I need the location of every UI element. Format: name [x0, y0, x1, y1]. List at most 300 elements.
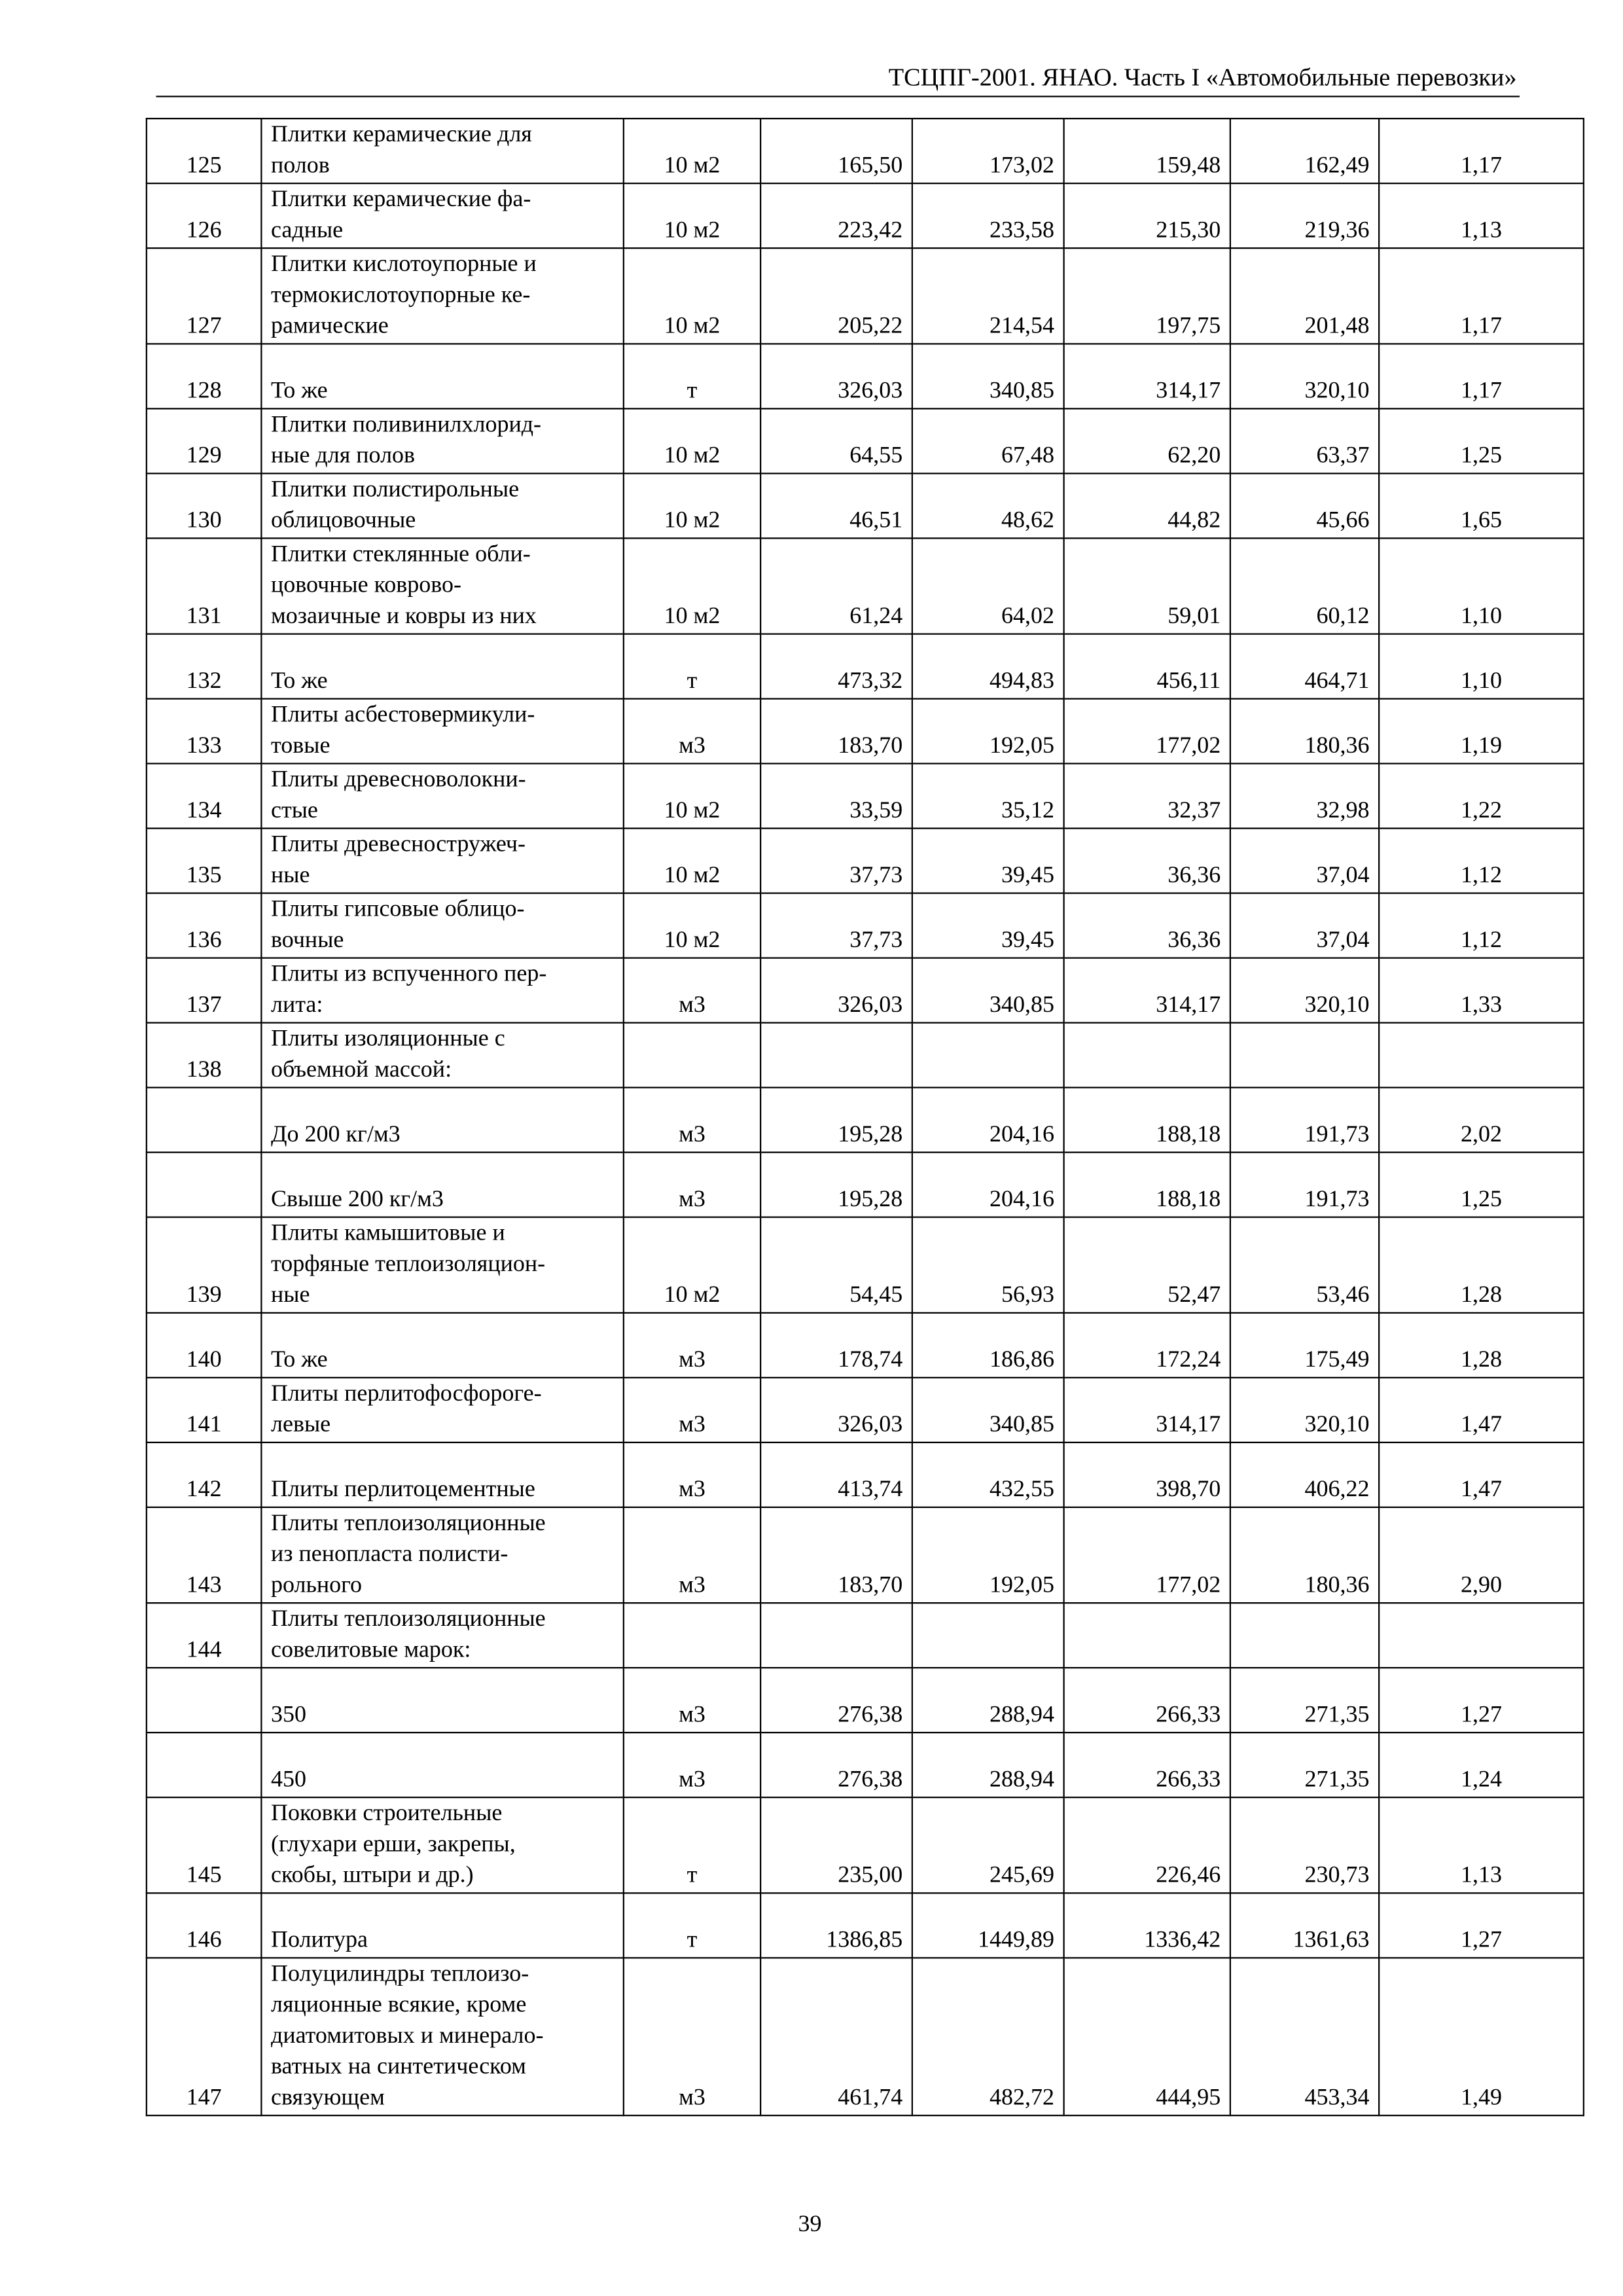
- row-number: 147: [147, 1958, 262, 2115]
- material-name-line: Политура: [271, 1928, 368, 1953]
- price-cell: [1064, 1603, 1230, 1668]
- price-cell: 432,55: [912, 1443, 1064, 1507]
- material-name-line: То же: [271, 378, 328, 404]
- material-name-line: лита:: [271, 992, 323, 1018]
- price-cell: 64,55: [760, 408, 912, 473]
- unit-of-measure: 10 м2: [624, 183, 760, 248]
- coefficient-cell: 1,24: [1379, 1732, 1584, 1797]
- table-row: [147, 1668, 1584, 1732]
- material-name-line: Плиты из вспученного пер-: [271, 961, 547, 987]
- table-row: [147, 1893, 1584, 1958]
- row-number: 135: [147, 829, 262, 893]
- price-cell: 473,32: [760, 634, 912, 699]
- material-name: [261, 1313, 624, 1378]
- material-name-line: ные для полов: [271, 443, 416, 469]
- material-name-line: совелитовые марок:: [271, 1638, 471, 1663]
- row-number: 128: [147, 344, 262, 408]
- price-cell: 52,47: [1064, 1217, 1230, 1313]
- unit-of-measure: [624, 1603, 760, 1668]
- price-cell: [760, 1023, 912, 1088]
- material-name-line: Плитки керамические для: [271, 122, 532, 147]
- row-number: 130: [147, 473, 262, 538]
- unit-of-measure: м3: [624, 1153, 760, 1217]
- coefficient-cell: 1,13: [1379, 1797, 1584, 1893]
- unit-of-measure: 10 м2: [624, 538, 760, 634]
- table-row: [147, 1023, 1584, 1088]
- unit-of-measure: м3: [624, 1958, 760, 2115]
- coefficient-cell: 1,49: [1379, 1958, 1584, 2115]
- price-cell: 266,33: [1064, 1668, 1230, 1732]
- material-name-line: [271, 345, 614, 376]
- material-name-line: левые: [271, 1412, 331, 1437]
- coefficient-cell: 1,12: [1379, 893, 1584, 958]
- price-cell: 215,30: [1064, 183, 1230, 248]
- price-cell: 288,94: [912, 1732, 1064, 1797]
- price-cell: 271,35: [1230, 1732, 1379, 1797]
- price-cell: 192,05: [912, 1507, 1064, 1603]
- row-number: 143: [147, 1507, 262, 1603]
- unit-of-measure: м3: [624, 699, 760, 764]
- price-cell: 61,24: [760, 538, 912, 634]
- price-cell: [1230, 1603, 1379, 1668]
- material-name-line: связующем: [271, 2085, 385, 2111]
- material-name-line: диатомитовых и минерало-: [271, 2023, 544, 2049]
- price-cell: 36,36: [1064, 829, 1230, 893]
- price-cell: 39,45: [912, 893, 1064, 958]
- price-cell: 180,36: [1230, 1507, 1379, 1603]
- material-name: [261, 1668, 624, 1732]
- price-cell: 204,16: [912, 1153, 1064, 1217]
- price-cell: 326,03: [760, 958, 912, 1023]
- price-cell: 183,70: [760, 1507, 912, 1603]
- material-name-line: [271, 1668, 614, 1699]
- price-cell: 314,17: [1064, 958, 1230, 1023]
- price-cell: 314,17: [1064, 1378, 1230, 1443]
- price-cell: 162,49: [1230, 118, 1379, 183]
- row-number: 144: [147, 1603, 262, 1668]
- price-cell: 233,58: [912, 183, 1064, 248]
- price-cell: 45,66: [1230, 473, 1379, 538]
- material-name-line: Плитки стеклянные обли-: [271, 542, 531, 567]
- price-cell: 165,50: [760, 118, 912, 183]
- material-name-line: [271, 1153, 614, 1184]
- row-number: [147, 1153, 262, 1217]
- price-cell: 195,28: [760, 1088, 912, 1153]
- price-cell: 32,37: [1064, 764, 1230, 829]
- coefficient-cell: 1,17: [1379, 118, 1584, 183]
- header-rule: [156, 96, 1520, 97]
- table-row: [147, 1797, 1584, 1893]
- material-name-line: [271, 1088, 614, 1119]
- material-name-line: объемной массой:: [271, 1057, 452, 1083]
- unit-of-measure: м3: [624, 1507, 760, 1603]
- price-cell: 62,20: [1064, 408, 1230, 473]
- running-header: ТСЦПГ-2001. ЯНАО. Часть I «Автомобильные перевозки»: [888, 63, 1517, 92]
- material-name: [261, 699, 624, 764]
- material-name-line: цовочные коврово-: [271, 573, 462, 598]
- price-cell: 235,00: [760, 1797, 912, 1893]
- table-row: [147, 764, 1584, 829]
- row-number: 134: [147, 764, 262, 829]
- price-cell: 183,70: [760, 699, 912, 764]
- coefficient-cell: [1379, 1023, 1584, 1088]
- price-cell: 48,62: [912, 473, 1064, 538]
- row-number: 139: [147, 1217, 262, 1313]
- unit-of-measure: 10 м2: [624, 893, 760, 958]
- material-name-line: Плиты камышитовые и: [271, 1221, 505, 1246]
- unit-of-measure: м3: [624, 1313, 760, 1378]
- price-cell: 195,28: [760, 1153, 912, 1217]
- material-name-line: термокислотоупорные ке-: [271, 283, 531, 308]
- material-name: [261, 1603, 624, 1668]
- price-cell: 173,02: [912, 118, 1064, 183]
- material-name-line: [271, 635, 614, 666]
- price-cell: 204,16: [912, 1088, 1064, 1153]
- price-cell: 44,82: [1064, 473, 1230, 538]
- price-cell: 276,38: [760, 1732, 912, 1797]
- material-name-line: полов: [271, 153, 330, 179]
- material-name-line: Плиты перлитофосфороге-: [271, 1381, 542, 1407]
- price-table-body: [147, 118, 1584, 2115]
- price-cell: 54,45: [760, 1217, 912, 1313]
- page-number: 39: [798, 2212, 822, 2237]
- unit-of-measure: м3: [624, 1443, 760, 1507]
- table-row: [147, 408, 1584, 473]
- row-number: 131: [147, 538, 262, 634]
- material-name-line: из пенопласта полисти-: [271, 1541, 508, 1567]
- row-number: 141: [147, 1378, 262, 1443]
- material-name: [261, 1797, 624, 1893]
- coefficient-cell: 1,33: [1379, 958, 1584, 1023]
- material-name-line: Плиты теплоизоляционные: [271, 1606, 546, 1632]
- price-cell: 177,02: [1064, 1507, 1230, 1603]
- material-name: [261, 1088, 624, 1153]
- coefficient-cell: 1,19: [1379, 699, 1584, 764]
- material-name-line: До 200 кг/м3: [271, 1122, 401, 1147]
- material-name-line: Плитки керамические фа-: [271, 187, 531, 212]
- row-number: 138: [147, 1023, 262, 1088]
- table-row: [147, 1443, 1584, 1507]
- material-name-line: облицовочные: [271, 508, 416, 533]
- material-name-line: ляционные всякие, кроме: [271, 1992, 527, 2018]
- unit-of-measure: 10 м2: [624, 764, 760, 829]
- price-cell: 223,42: [760, 183, 912, 248]
- unit-of-measure: м3: [624, 1088, 760, 1153]
- price-cell: [912, 1023, 1064, 1088]
- material-name-line: торфяные теплоизоляцион-: [271, 1251, 546, 1277]
- price-cell: 461,74: [760, 1958, 912, 2115]
- material-name-line: ватных на синтетическом: [271, 2054, 526, 2079]
- price-cell: 159,48: [1064, 118, 1230, 183]
- table-row: [147, 699, 1584, 764]
- material-name-line: скобы, штыри и др.): [271, 1863, 474, 1888]
- unit-of-measure: 10 м2: [624, 829, 760, 893]
- price-cell: 398,70: [1064, 1443, 1230, 1507]
- material-name-line: садные: [271, 218, 344, 243]
- table-row: [147, 1153, 1584, 1217]
- price-cell: 320,10: [1230, 958, 1379, 1023]
- price-cell: 340,85: [912, 958, 1064, 1023]
- price-cell: 60,12: [1230, 538, 1379, 634]
- material-name: [261, 634, 624, 699]
- coefficient-cell: 1,28: [1379, 1217, 1584, 1313]
- row-number: [147, 1088, 262, 1153]
- coefficient-cell: 2,02: [1379, 1088, 1584, 1153]
- price-cell: 188,18: [1064, 1088, 1230, 1153]
- price-cell: 456,11: [1064, 634, 1230, 699]
- price-cell: 340,85: [912, 1378, 1064, 1443]
- unit-of-measure: т: [624, 1893, 760, 1958]
- price-cell: 178,74: [760, 1313, 912, 1378]
- price-cell: 406,22: [1230, 1443, 1379, 1507]
- row-number: 142: [147, 1443, 262, 1507]
- price-cell: 180,36: [1230, 699, 1379, 764]
- material-name: [261, 1023, 624, 1088]
- row-number: 126: [147, 183, 262, 248]
- price-cell: 37,73: [760, 893, 912, 958]
- price-cell: 320,10: [1230, 344, 1379, 408]
- table-row: [147, 829, 1584, 893]
- price-cell: [1230, 1023, 1379, 1088]
- material-name-line: [271, 1894, 614, 1925]
- table-row: [147, 118, 1584, 183]
- price-cell: 191,73: [1230, 1153, 1379, 1217]
- material-name-line: Плиты теплоизоляционные: [271, 1511, 546, 1536]
- price-cell: 36,36: [1064, 893, 1230, 958]
- table-row: [147, 1313, 1584, 1378]
- material-name: [261, 183, 624, 248]
- price-cell: 59,01: [1064, 538, 1230, 634]
- price-cell: 271,35: [1230, 1668, 1379, 1732]
- table-row: [147, 1732, 1584, 1797]
- material-name-line: Свыше 200 кг/м3: [271, 1187, 444, 1212]
- coefficient-cell: 1,47: [1379, 1443, 1584, 1507]
- unit-of-measure: м3: [624, 958, 760, 1023]
- price-cell: 64,02: [912, 538, 1064, 634]
- price-cell: 37,73: [760, 829, 912, 893]
- coefficient-cell: 1,10: [1379, 538, 1584, 634]
- coefficient-cell: 2,90: [1379, 1507, 1584, 1603]
- material-name-line: То же: [271, 668, 328, 694]
- unit-of-measure: т: [624, 1797, 760, 1893]
- price-cell: 326,03: [760, 344, 912, 408]
- material-name-line: вочные: [271, 927, 344, 953]
- coefficient-cell: 1,47: [1379, 1378, 1584, 1443]
- coefficient-cell: 1,13: [1379, 183, 1584, 248]
- price-cell: 453,34: [1230, 1958, 1379, 2115]
- material-name: [261, 1217, 624, 1313]
- material-name-line: [271, 1733, 614, 1764]
- row-number: 127: [147, 248, 262, 344]
- unit-of-measure: 10 м2: [624, 408, 760, 473]
- material-name: [261, 344, 624, 408]
- material-name: [261, 118, 624, 183]
- material-name-line: мозаичные и ковры из них: [271, 603, 537, 629]
- price-cell: 56,93: [912, 1217, 1064, 1313]
- row-number: 140: [147, 1313, 262, 1378]
- price-cell: [912, 1603, 1064, 1668]
- material-name-line: Плиты изоляционные с: [271, 1026, 505, 1052]
- coefficient-cell: 1,17: [1379, 248, 1584, 344]
- table-row: [147, 1378, 1584, 1443]
- price-cell: 320,10: [1230, 1378, 1379, 1443]
- price-cell: 245,69: [912, 1797, 1064, 1893]
- coefficient-cell: [1379, 1603, 1584, 1668]
- row-number: 136: [147, 893, 262, 958]
- material-name: [261, 1507, 624, 1603]
- material-name-line: Плитки поливинилхлорид-: [271, 412, 542, 438]
- material-name-line: (глухари ерши, закрепы,: [271, 1832, 516, 1857]
- unit-of-measure: м3: [624, 1732, 760, 1797]
- unit-of-measure: м3: [624, 1668, 760, 1732]
- material-name: [261, 1893, 624, 1958]
- row-number: 129: [147, 408, 262, 473]
- price-cell: 46,51: [760, 473, 912, 538]
- table-row: [147, 958, 1584, 1023]
- price-cell: 53,46: [1230, 1217, 1379, 1313]
- material-name-line: Плитки кислотоупорные и: [271, 251, 537, 277]
- price-cell: 413,74: [760, 1443, 912, 1507]
- coefficient-cell: 1,17: [1379, 344, 1584, 408]
- price-cell: 219,36: [1230, 183, 1379, 248]
- material-name-line: Плиты гипсовые облицо-: [271, 897, 525, 922]
- material-name-line: ные: [271, 863, 310, 888]
- material-name: [261, 1153, 624, 1217]
- price-cell: [1064, 1023, 1230, 1088]
- price-cell: 37,04: [1230, 893, 1379, 958]
- price-cell: 276,38: [760, 1668, 912, 1732]
- row-number: 137: [147, 958, 262, 1023]
- price-cell: 205,22: [760, 248, 912, 344]
- material-name-line: [271, 1314, 614, 1344]
- price-cell: 197,75: [1064, 248, 1230, 344]
- price-table: [146, 118, 1584, 2116]
- price-cell: 288,94: [912, 1668, 1064, 1732]
- table-row: [147, 344, 1584, 408]
- price-cell: 464,71: [1230, 634, 1379, 699]
- price-cell: 1336,42: [1064, 1893, 1230, 1958]
- unit-of-measure: 10 м2: [624, 473, 760, 538]
- material-name: [261, 408, 624, 473]
- price-cell: 482,72: [912, 1958, 1064, 2115]
- coefficient-cell: 1,25: [1379, 408, 1584, 473]
- row-number: 132: [147, 634, 262, 699]
- material-name-line: рольного: [271, 1573, 363, 1598]
- row-number: [147, 1732, 262, 1797]
- table-row: [147, 473, 1584, 538]
- price-cell: 188,18: [1064, 1153, 1230, 1217]
- material-name-line: 350: [271, 1702, 306, 1728]
- price-cell: 326,03: [760, 1378, 912, 1443]
- material-name: [261, 1958, 624, 2115]
- table-row: [147, 893, 1584, 958]
- row-number: 125: [147, 118, 262, 183]
- coefficient-cell: 1,10: [1379, 634, 1584, 699]
- row-number: 133: [147, 699, 262, 764]
- material-name: [261, 893, 624, 958]
- table-row: [147, 538, 1584, 634]
- material-name-line: товые: [271, 733, 330, 759]
- material-name-line: Поковки строительные: [271, 1801, 503, 1826]
- price-cell: 39,45: [912, 829, 1064, 893]
- material-name-line: Плиты асбестовермикули-: [271, 702, 535, 728]
- material-name-line: ные: [271, 1282, 310, 1308]
- table-row: [147, 248, 1584, 344]
- price-cell: 1386,85: [760, 1893, 912, 1958]
- coefficient-cell: 1,65: [1379, 473, 1584, 538]
- unit-of-measure: т: [624, 634, 760, 699]
- row-number: 145: [147, 1797, 262, 1893]
- price-cell: 63,37: [1230, 408, 1379, 473]
- unit-of-measure: т: [624, 344, 760, 408]
- material-name: [261, 1443, 624, 1507]
- price-cell: 37,04: [1230, 829, 1379, 893]
- price-cell: 214,54: [912, 248, 1064, 344]
- coefficient-cell: 1,27: [1379, 1668, 1584, 1732]
- table-row: [147, 634, 1584, 699]
- unit-of-measure: 10 м2: [624, 248, 760, 344]
- unit-of-measure: [624, 1023, 760, 1088]
- price-cell: 494,83: [912, 634, 1064, 699]
- material-name-line: рамические: [271, 314, 389, 339]
- price-cell: 444,95: [1064, 1958, 1230, 2115]
- material-name: [261, 248, 624, 344]
- price-cell: 226,46: [1064, 1797, 1230, 1893]
- unit-of-measure: м3: [624, 1378, 760, 1443]
- price-cell: 1361,63: [1230, 1893, 1379, 1958]
- table-row: [147, 1958, 1584, 2115]
- material-name-line: Плиты перлитоцементные: [271, 1477, 535, 1502]
- price-cell: 172,24: [1064, 1313, 1230, 1378]
- price-cell: 32,98: [1230, 764, 1379, 829]
- unit-of-measure: 10 м2: [624, 1217, 760, 1313]
- material-name: [261, 1732, 624, 1797]
- price-cell: 192,05: [912, 699, 1064, 764]
- table-row: [147, 1088, 1584, 1153]
- material-name-line: Полуцилиндры теплоизо-: [271, 1962, 529, 1987]
- price-cell: 35,12: [912, 764, 1064, 829]
- row-number: [147, 1668, 262, 1732]
- price-cell: 230,73: [1230, 1797, 1379, 1893]
- price-cell: 191,73: [1230, 1088, 1379, 1153]
- coefficient-cell: 1,27: [1379, 1893, 1584, 1958]
- coefficient-cell: 1,12: [1379, 829, 1584, 893]
- price-cell: 33,59: [760, 764, 912, 829]
- material-name-line: Плиты древесноволокни-: [271, 767, 526, 793]
- unit-of-measure: 10 м2: [624, 118, 760, 183]
- material-name-line: То же: [271, 1347, 328, 1372]
- material-name: [261, 473, 624, 538]
- row-number: 146: [147, 1893, 262, 1958]
- material-name-line: Плиты древесностружеч-: [271, 832, 526, 857]
- table-row: [147, 1603, 1584, 1668]
- material-name: [261, 829, 624, 893]
- table-row: [147, 1217, 1584, 1313]
- price-cell: 201,48: [1230, 248, 1379, 344]
- price-cell: 67,48: [912, 408, 1064, 473]
- price-cell: 1449,89: [912, 1893, 1064, 1958]
- price-cell: 186,86: [912, 1313, 1064, 1378]
- price-cell: 266,33: [1064, 1732, 1230, 1797]
- coefficient-cell: 1,25: [1379, 1153, 1584, 1217]
- material-name-line: Плитки полистирольные: [271, 477, 520, 503]
- price-cell: 175,49: [1230, 1313, 1379, 1378]
- price-cell: 177,02: [1064, 699, 1230, 764]
- material-name: [261, 958, 624, 1023]
- coefficient-cell: 1,28: [1379, 1313, 1584, 1378]
- material-name-line: 450: [271, 1767, 306, 1793]
- price-cell: [760, 1603, 912, 1668]
